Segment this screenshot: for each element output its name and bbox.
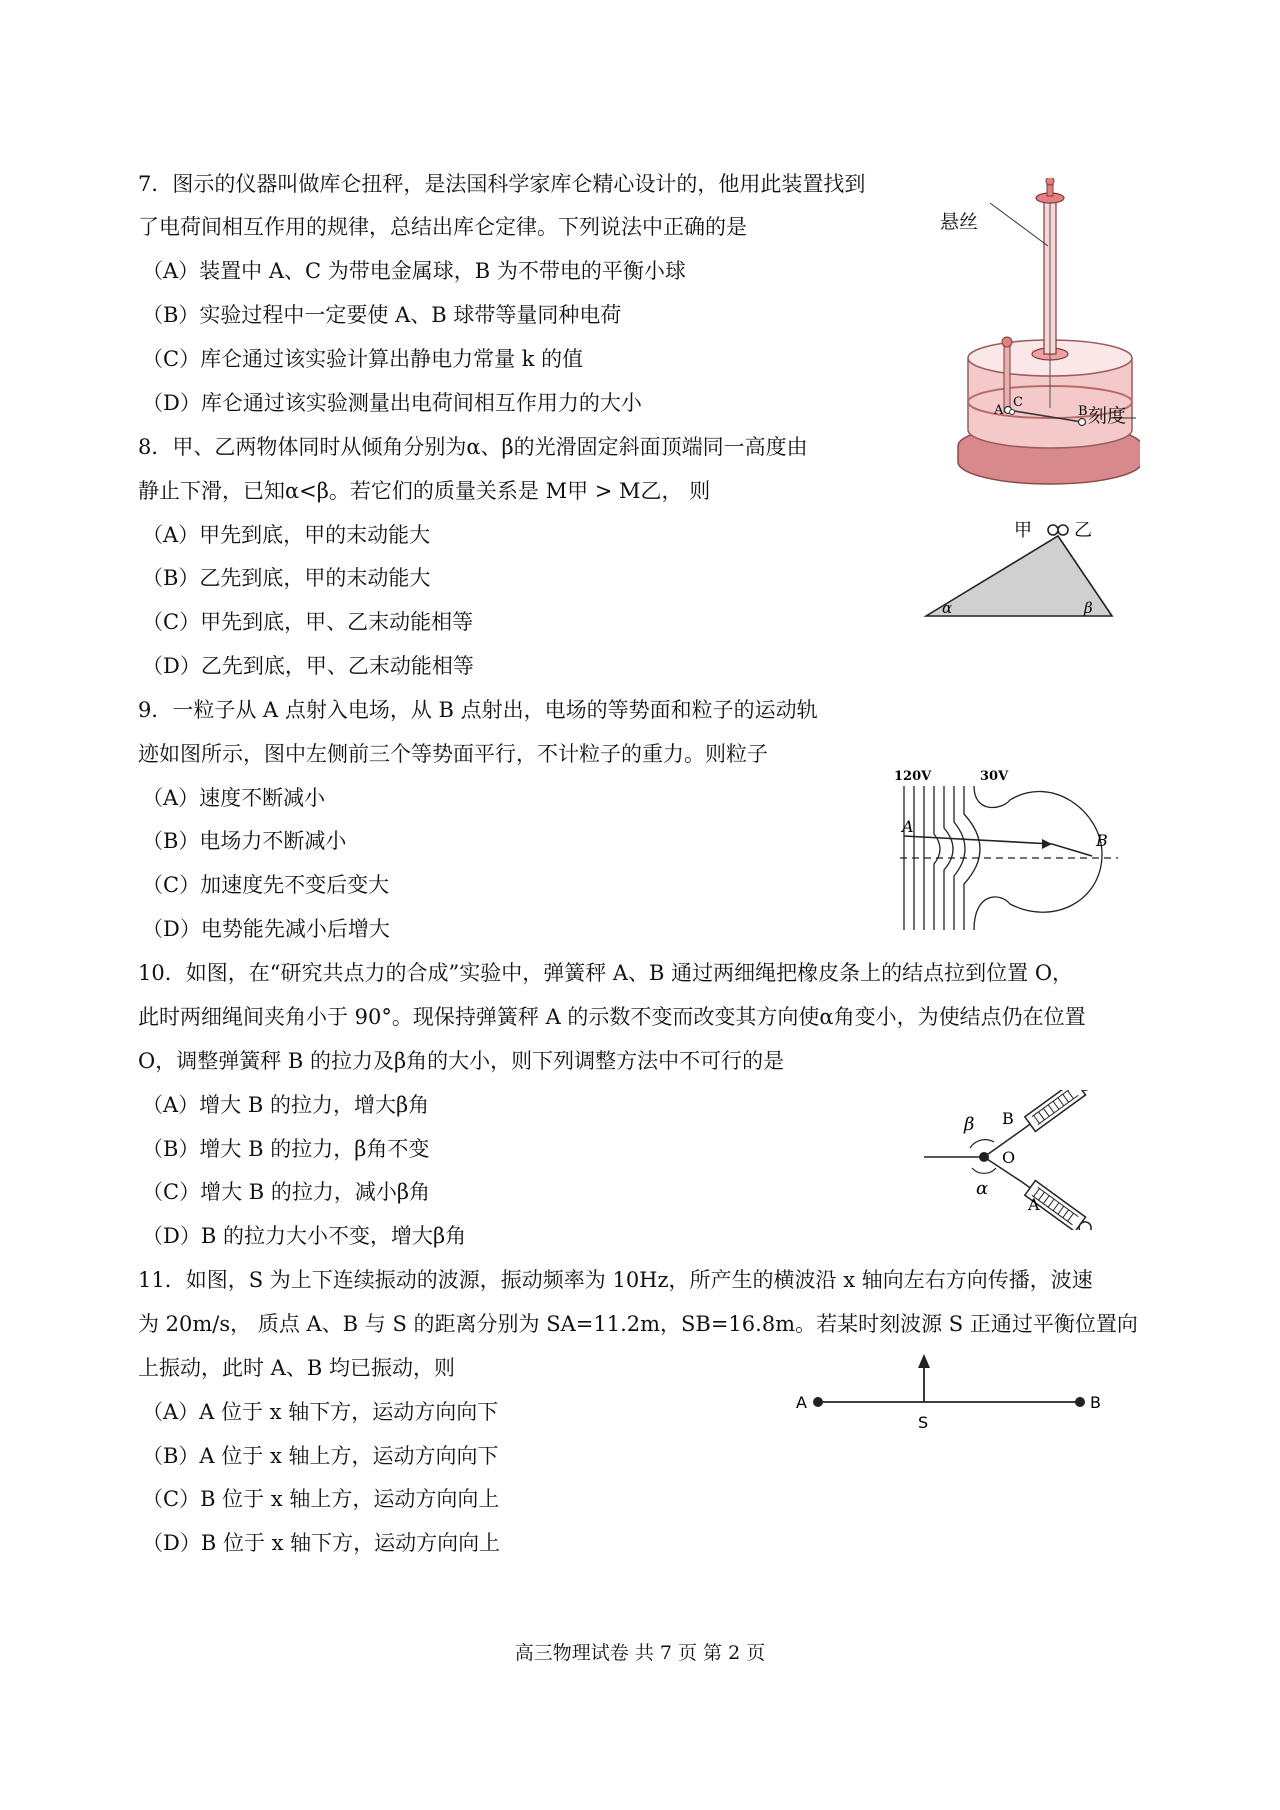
torsion-label-b: B — [1078, 404, 1088, 419]
q11-option-d: （D）B 位于 x 轴下方，运动方向向上 — [142, 1531, 501, 1555]
incline-label-yi: 乙 — [1074, 520, 1092, 541]
q10-option-a: （A）增大 B 的拉力，增大β角 — [142, 1093, 430, 1117]
q8-stem-line2: 静止下滑，已知α<β。若它们的质量关系是 M甲 > M乙， 则 — [138, 479, 711, 503]
incline-angle-beta: β — [1084, 599, 1093, 617]
equipotential-label-b: B — [1096, 831, 1108, 850]
q7-option-c: （C）库仑通过该实验计算出静电力常量 k 的值 — [142, 347, 584, 371]
q9-stem-line2: 迹如图所示，图中左侧前三个等势面平行，不计粒子的重力。则粒子 — [138, 742, 768, 766]
torsion-balance-figure — [940, 178, 1140, 488]
incline-figure — [918, 512, 1118, 622]
q11-option-c: （C）B 位于 x 轴上方，运动方向向上 — [142, 1487, 500, 1511]
spring-label-a: A — [1028, 1195, 1040, 1214]
equipotential-figure — [892, 764, 1122, 934]
torsion-label-c: C — [1013, 395, 1023, 410]
q10-option-d: （D）B 的拉力大小不变，增大β角 — [142, 1224, 467, 1248]
q9-option-d: （D）电势能先减小后增大 — [142, 917, 390, 941]
q9-option-b: （B）电场力不断减小 — [142, 829, 347, 853]
spring-label-alpha: α — [976, 1178, 989, 1199]
spring-label-o: O — [1002, 1148, 1016, 1167]
equipotential-label-a: A — [902, 817, 914, 836]
q11-stem-line1: 11．如图，S 为上下连续振动的波源，振动频率为 10Hz，所产生的横波沿 x 轴向左右方向传播，波速 — [138, 1268, 1093, 1292]
wave-label-a: A — [796, 1393, 807, 1412]
q8-option-b: （B）乙先到底，甲的末动能大 — [142, 566, 431, 590]
spring-scale-figure — [922, 1090, 1122, 1230]
wave-source-figure — [790, 1352, 1110, 1432]
q8-option-d: （D）乙先到底，甲、乙末动能相等 — [142, 654, 474, 678]
q11-option-a: （A）A 位于 x 轴下方，运动方向向下 — [142, 1400, 499, 1424]
wave-label-s: S — [918, 1413, 929, 1432]
suspension-wire-label: 悬丝 — [940, 211, 979, 233]
q10-stem-line2: 此时两细绳间夹角小于 90°。现保持弹簧秤 A 的示数不变而改变其方向使α角变小，为使结点仍在位置 — [138, 1005, 1086, 1029]
q11-stem-line2: 为 20m/s， 质点 A、B 与 S 的距离分别为 SA=11.2m，SB=16.8m。若某时刻波源 S 正通过平衡位置向 — [138, 1312, 1138, 1336]
q8-option-c: （C）甲先到底，甲、乙末动能相等 — [142, 610, 474, 634]
q10-option-b: （B）增大 B 的拉力，β角不变 — [142, 1137, 430, 1161]
q10-stem-line3: O，调整弹簧秤 B 的拉力及β角的大小，则下列调整方法中不可行的是 — [138, 1049, 785, 1073]
q7-option-a: （A）装置中 A、C 为带电金属球，B 为不带电的平衡小球 — [142, 259, 686, 283]
q10-option-c: （C）增大 B 的拉力，减小β角 — [142, 1180, 430, 1204]
page-footer: 高三物理试卷 共 7 页 第 2 页 — [514, 1642, 766, 1664]
q11-option-b: （B）A 位于 x 轴上方，运动方向向下 — [142, 1444, 499, 1468]
wave-label-b: B — [1090, 1393, 1101, 1412]
q7-option-d: （D）库仑通过该实验测量出电荷间相互作用力的大小 — [142, 391, 642, 415]
q7-stem-line2: 了电荷间相互作用的规律，总结出库仑定律。下列说法中正确的是 — [138, 215, 747, 239]
q9-stem-line1: 9．一粒子从 A 点射入电场，从 B 点射出，电场的等势面和粒子的运动轨 — [138, 698, 818, 722]
q8-option-a: （A）甲先到底，甲的末动能大 — [142, 523, 431, 547]
torsion-label-a: A — [994, 403, 1004, 418]
q9-option-a: （A）速度不断减小 — [142, 786, 326, 810]
incline-angle-alpha: α — [942, 599, 953, 617]
q8-stem-line1: 8．甲、乙两物体同时从倾角分别为α、β的光滑固定斜面顶端同一高度由 — [138, 435, 808, 459]
incline-label-jia: 甲 — [1014, 520, 1032, 541]
q9-option-c: （C）加速度先不变后变大 — [142, 873, 390, 897]
q7-option-b: （B）实验过程中一定要使 A、B 球带等量同种电荷 — [142, 303, 622, 327]
equipotential-label-120v: 120V — [894, 769, 932, 784]
q7-stem-line1: 7．图示的仪器叫做库仑扭秤，是法国科学家库仑精心设计的，他用此装置找到 — [138, 172, 866, 196]
spring-label-beta: β — [964, 1114, 975, 1135]
scale-label: 刻度 — [1088, 405, 1127, 427]
spring-label-b: B — [1002, 1109, 1014, 1128]
q10-stem-line1: 10．如图，在“研究共点力的合成”实验中，弹簧秤 A、B 通过两细绳把橡皮条上的结点拉到位置 O， — [138, 961, 1074, 985]
equipotential-label-30v: 30V — [980, 769, 1009, 784]
q11-stem-line3: 上振动，此时 A、B 均已振动，则 — [138, 1356, 455, 1380]
